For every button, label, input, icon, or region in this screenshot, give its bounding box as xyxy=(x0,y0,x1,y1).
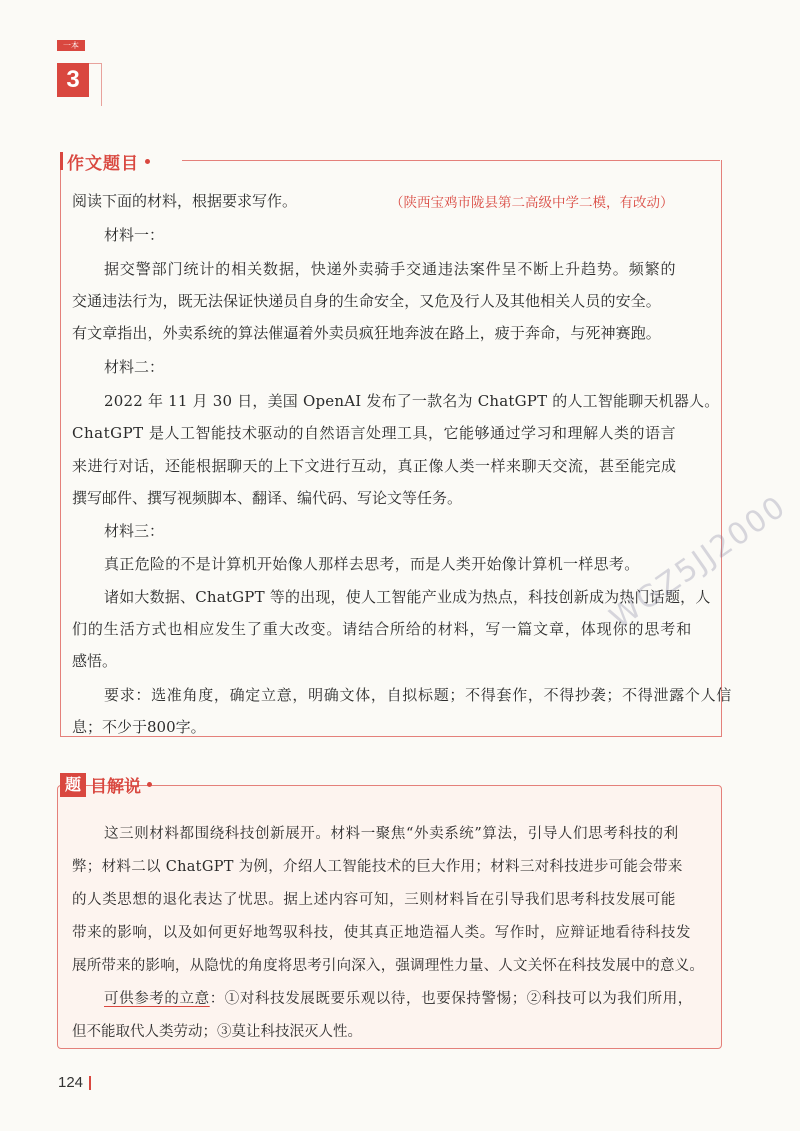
prompt-section-header xyxy=(60,150,150,172)
prompt-box xyxy=(60,160,722,737)
analysis-line: 弊；材料二以 ChatGPT 为例，介绍人工智能技术的巨大作用；材料三对科技进步可能会带来 xyxy=(72,859,683,875)
page-number xyxy=(58,1074,91,1091)
reference-line-2: 但不能取代人类劳动；③莫让科技泯灭人性。 xyxy=(72,1024,362,1040)
task-line: 诸如大数据、ChatGPT 等的出现，使人工智能产业成为热点，科技创新成为热门话题，人 xyxy=(104,588,711,606)
book-tag: 一本 xyxy=(57,40,85,51)
section-number-badge: 3 xyxy=(57,63,89,97)
header-bar xyxy=(60,152,63,170)
analysis-title-badge: 题 xyxy=(60,773,86,797)
reference-line xyxy=(104,987,693,1008)
prompt-box-topline xyxy=(182,160,720,161)
prompt-intro: 阅读下面的材料，根据要求写作。 xyxy=(72,192,298,210)
analysis-line: 的人类思想的退化表达了忧思。据上述内容可知，三则材料旨在引导我们思考科技发展可能 xyxy=(72,892,676,908)
badge-decoration xyxy=(89,63,102,106)
header-dot xyxy=(145,159,150,164)
page-number-text: 124 xyxy=(58,1074,84,1091)
material-3-label: 材料三： xyxy=(104,522,165,540)
material-3-line: 真正危险的不是计算机开始像人那样去思考，而是人类开始像计算机一样思考。 xyxy=(104,555,640,573)
analysis-line: 带来的影响，以及如何更好地驾驭科技，使其真正地造福人类。写作时，应辩证地看待科技发 xyxy=(72,925,692,941)
analysis-section-title: 目解说 xyxy=(90,777,141,797)
analysis-section-header xyxy=(60,772,152,797)
watermark: WGZ5JJ2000 xyxy=(603,488,793,637)
header-dot xyxy=(147,782,152,787)
prompt-source: （陕西宝鸡市陇县第二高级中学二模，有改动） xyxy=(390,195,674,211)
reference-text: ：①对科技发展既要乐观以待，也要保持警惕；②科技可以为我们所用， xyxy=(209,991,693,1007)
material-1-label: 材料一： xyxy=(104,226,165,244)
page-number-separator xyxy=(89,1076,91,1090)
material-1-line: 交通违法行为，既无法保证快递员自身的生命安全，又危及行人及其他相关人员的安全。 xyxy=(72,292,661,310)
analysis-line: 展所带来的影响，从隐忧的角度将思考引向深入，强调理性力量、人文关怀在科技发展中的意义。 xyxy=(72,958,705,974)
prompt-section-title: 作文题目 xyxy=(67,153,139,174)
material-2-line: 来进行对话，还能根据聊天的上下文进行互动，真正像人类一样来聊天交流，甚至能完成 xyxy=(72,457,677,475)
material-2-line: 撰写邮件、撰写视频脚本、翻译、编代码、写论文等任务。 xyxy=(72,489,463,507)
analysis-line: 这三则材料都围绕科技创新展开。材料一聚焦“外卖系统”算法，引导人们思考科技的利 xyxy=(104,826,679,842)
material-2-label: 材料二： xyxy=(104,358,165,376)
material-1-line: 有文章指出，外卖系统的算法催逼着外卖员疯狂地奔波在路上，疲于奔命，与死神赛跑。 xyxy=(72,324,661,342)
task-line: 感悟。 xyxy=(72,652,118,670)
requirement-line: 要求：选准角度，确定立意，明确文体，自拟标题；不得套作，不得抄袭；不得泄露个人信 xyxy=(104,686,733,704)
material-2-line: ChatGPT 是人工智能技术驱动的自然语言处理工具，它能够通过学习和理解人类的语言 xyxy=(72,424,676,442)
reference-label: 可供参考的立意 xyxy=(104,991,210,1007)
task-line: 们的生活方式也相应发生了重大改变。请结合所给的材料，写一篇文章，体现你的思考和 xyxy=(72,620,693,638)
requirement-line: 息；不少于800字。 xyxy=(72,718,206,736)
material-1-line: 据交警部门统计的相关数据，快递外卖骑手交通违法案件呈不断上升趋势。频繁的 xyxy=(104,260,677,278)
material-2-line: 2022 年 11 月 30 日，美国 OpenAI 发布了一款名为 ChatGPT 的人工智能聊天机器人。 xyxy=(104,392,720,410)
